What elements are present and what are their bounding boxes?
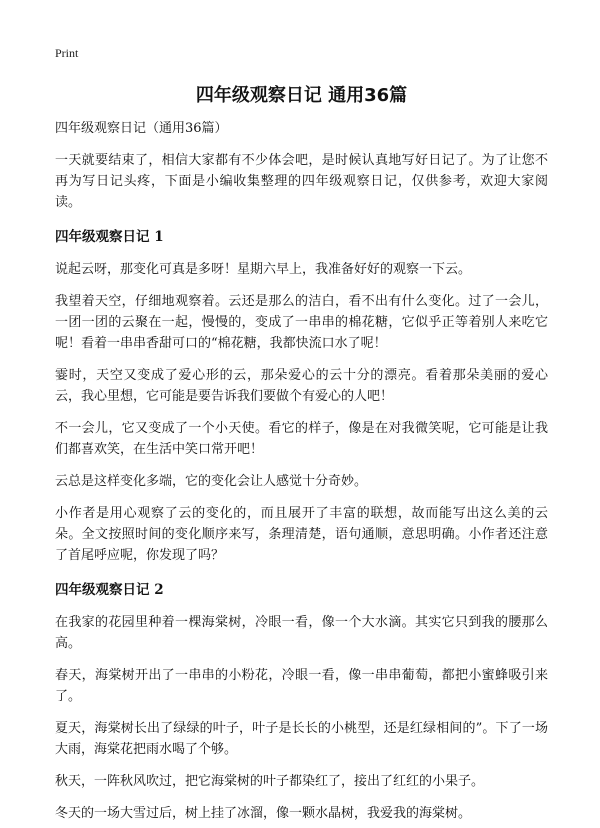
section-heading-2: 四年级观察日记 2	[55, 582, 164, 598]
paragraph: 夏天，海棠树长出了绿绿的叶子，叶子是长长的小桃型，还是红绿相间的”。下了一场大雨，海棠花把雨水喝了个够。	[55, 721, 548, 757]
section-heading-1: 四年级观察日记 1	[55, 229, 164, 245]
paragraph: 秋天，一阵秋风吹过，把它海棠树的叶子都染红了，接出了红红的小果子。	[55, 774, 485, 789]
paragraph: 不一会儿，它又变成了一个小天使。看它的样子，像是在对我微笑呢，它可能是让我们都喜欢笑，在生活中笑口常开吧！	[55, 421, 548, 457]
paragraph: 在我家的花园里种着一棵海棠树，冷眼一看，像一个大水滴。其实它只到我的腰那么高。	[55, 615, 548, 651]
intro-paragraph: 一天就要结束了，相信大家都有不少体会吧，是时候认真地写好日记了。为了让您不再为写日记头疼，下面是小编收集整理的四年级观察日记，仅供参考，欢迎大家阅读。	[55, 153, 548, 210]
print-link[interactable]: Print	[55, 46, 79, 60]
paragraph: 春天，海棠树开出了一串串的小粉花，冷眼一看，像一串串葡萄，都把小蜜蜂吸引来了。	[55, 668, 548, 704]
document-subtitle: 四年级观察日记（通用36篇）	[55, 121, 228, 136]
paragraph: 说起云呀，那变化可真是多呀！星期六早上，我准备好好的观察一下云。	[55, 262, 472, 277]
paragraph: 冬天的一场大雪过后，树上挂了冰溜，像一颗水晶树，我爱我的海棠树。	[55, 806, 472, 821]
page-title: 四年级观察日记 通用36篇	[195, 85, 408, 106]
paragraph: 小作者是用心观察了云的变化的，而且展开了丰富的联想，故而能写出这么美的云朵。全文按照时间的变化顺序来写，条理清楚，语句通顺，意思明确。小作者还注意了首尾呼应呢，你发现了吗？	[55, 506, 548, 563]
paragraph: 云总是这样变化多端，它的变化会让人感觉十分奇妙。	[55, 474, 368, 489]
paragraph: 我望着天空，仔细地观察着。云还是那么的洁白，看不出有什么变化。过了一会儿，一团一团的云聚在一起，慢慢的，变成了一串串的棉花糖，它似乎正等着别人来吃它呢！看着一串串香甜可口的“棉花糖，我都快流口水了呢！	[55, 294, 548, 351]
paragraph: 霎时，天空又变成了爱心形的云，那朵爱心的云十分的漂亮。看着那朵美丽的爱心云，我心里想，它可能是要告诉我们要做个有爱心的人吧！	[55, 368, 548, 404]
